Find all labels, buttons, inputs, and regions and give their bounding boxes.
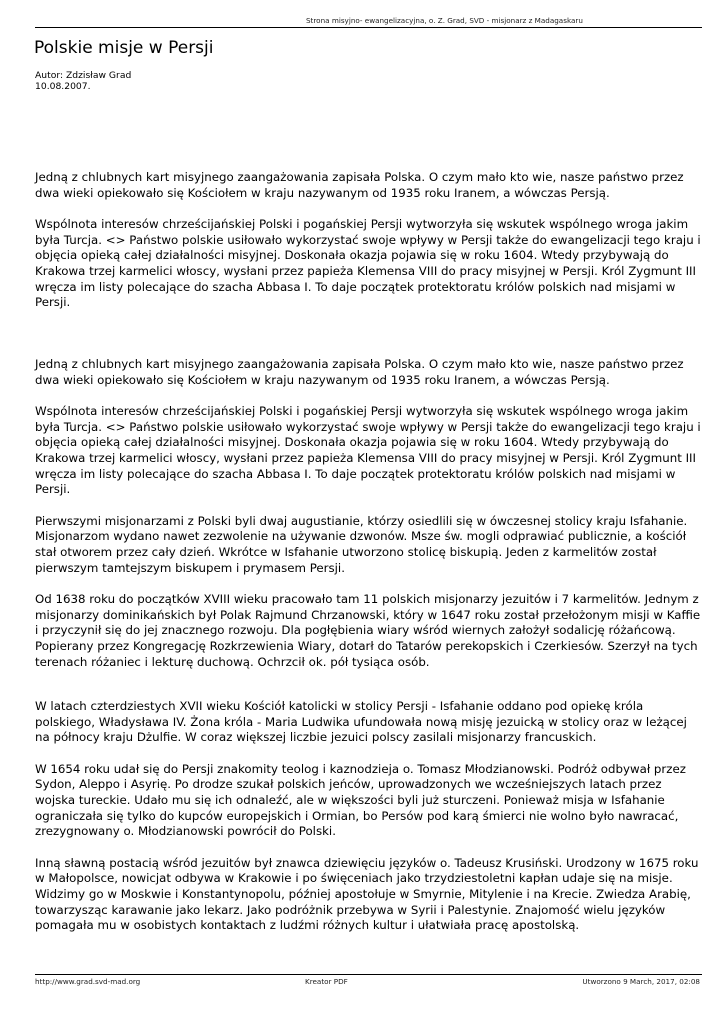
intro-section [35, 170, 705, 311]
footer-divider [35, 974, 702, 975]
article-meta [35, 70, 131, 92]
article-body-part-2 [35, 699, 705, 934]
footer-generator: Kreator PDF [305, 977, 348, 986]
paragraph: Pierwszymi misjonarzami z Polski byli dwaj augustianie, którzy osiedlili się w ówczesnej stolicy kraju Isfahanie. Misjonarzom wydano nawet zezwolenie na używanie dzwonów. Msze św. mogli odprawiać publicznie, a kościół stał otworem przez cały dzień. Wkrótce w Isfahanie utworzono stolicę biskupią. Jeden z karmelitów został pierwszym tamtejszym biskupem i prymasem Persji. [35, 513, 688, 575]
article-author: Autor: Zdzisław Grad [35, 70, 132, 81]
article-body-part-1 [35, 357, 705, 670]
paragraph: W 1654 roku udał się do Persji znakomity teolog i kaznodzieja o. Tomasz Młodzianowski. Podróż odbywał przez Sydon, Aleppo i Asyrię. Po drodze szukał polskich jeńców, uprowadzonych we wcześniejszych latach przez wojska tureckie. Udało mu się ich odnaleźć, ale w większości byli już sturczeni. Ponieważ misja w Isfahanie ograniczała się tylko do kupców europejskich i Ormian, bo Persów pod karą śmierci nie wolno było nawracać, zrezygnowany o. Młodzianowski powrócił do Polski. [35, 761, 686, 839]
paragraph: Od 1638 roku do początków XVIII wieku pracowało tam 11 polskich misjonarzy jezuitów i 7 karmelitów. Jednym z misjonarzy dominikańskich był Polak Rajmund Chrzanowski, który w 1647 roku został przełożonym misji w Kaffie i przyczynił się do jej znacznego rozwoju. Dla pogłębienia wiary wśród wiernych założył sodalicję różańcową. Popierany przez Kongregację Rozkrzewienia Wiary, dotarł do Tatarów perekopskich i Czerkiesów. Szerzył na tych terenach różaniec i lekturę duchową. Ochrzcił ok. pół tysiąca osób. [35, 592, 701, 669]
article-date: 10.08.2007. [35, 81, 91, 92]
article-title: Polskie misje w Persji [34, 38, 214, 58]
footer-url: http://www.grad.svd-mad.org [35, 977, 141, 986]
paragraph: W latach czterdziestych XVII wieku Kościół katolicki w stolicy Persji - Isfahanie oddano pod opiekę króla polskiego, Władysława IV. Żona króla - Maria Ludwika ufundowała nową misję jezuicką w stolicy oraz w leżącej na północy kraju Dżulfie. W coraz większej liczbie jezuici polscy zasilali misjonarzy francuskich. [35, 699, 687, 745]
footer-created-date: Utworzono 9 March, 2017, 02:08 [582, 977, 700, 986]
paragraph: Inną sławną postacią wśród jezuitów był znawca dziewięciu języków o. Tadeusz Krusiński. Urodzony w 1675 roku w Małopolsce, nowicjat odbywa w Krakowie i po święceniach jako trzydziestoletni kapłan udaje się na misje. Widzimy go w Moskwie i Konstantynopolu, później apostołuje w Smyrnie, Mitylenie i na Krecie. Zwiedza Arabię, towarzysząc karawanie jako lekarz. Jako podróżnik przebywa w Syrii i Palestynie. Znajomość wielu języków pomagała mu w osobistych kontaktach z ludźmi różnych kultur i ułatwiała pracę apostolską. [35, 855, 699, 933]
paragraph: Wspólnota interesów chrześcijańskiej Polski i pogańskiej Persji wytworzyła się wskutek wspólnego wroga jakim była Turcja. <> Państwo polskie usiłowało wykorzystać swoje wpływy w Persji także do ewangelizacji tego kraju i objęcia opieką całej działalności misyjnej. Doskonała okazja pojawia się w roku 1604. Wtedy przybywają do Krakowa trzej karmelici włoscy, wysłani przez papieża Klemensa VIII do pracy misyjnej w Persji. Król Zygmunt III wręcza im listy polecające do szacha Abbasa I. To daje początek protektoratu królów polskich nad misjami w Persji. [35, 217, 701, 310]
header-divider [35, 27, 702, 28]
paragraph: Wspólnota interesów chrześcijańskiej Polski i pogańskiej Persji wytworzyła się wskutek wspólnego wroga jakim była Turcja. <> Państwo polskie usiłowało wykorzystać swoje wpływy w Persji także do ewangelizacji tego kraju i objęcia opieką całej działalności misyjnej. Doskonała okazja pojawia się w roku 1604. Wtedy przybywają do Krakowa trzej karmelici włoscy, wysłani przez papieża Klemensa VIII do pracy misyjnej w Persji. Król Zygmunt III wręcza im listy polecające do szacha Abbasa I. To daje początek protektoratu królów polskich nad misjami w Persji. [35, 404, 701, 497]
page-header-site: Strona misyjno- ewangelizacyjna, o. Z. Grad, SVD - misjonarz z Madagaskaru [306, 16, 583, 25]
paragraph: Jedną z chlubnych kart misyjnego zaangażowania zapisała Polska. O czym mało kto wie, nasze państwo przez dwa wieki opiekowało się Kościołem w kraju nazywanym od 1935 roku Iranem, a wówczas Persją. [35, 170, 684, 200]
paragraph: Jedną z chlubnych kart misyjnego zaangażowania zapisała Polska. O czym mało kto wie, nasze państwo przez dwa wieki opiekowało się Kościołem w kraju nazywanym od 1935 roku Iranem, a wówczas Persją. [35, 357, 684, 387]
